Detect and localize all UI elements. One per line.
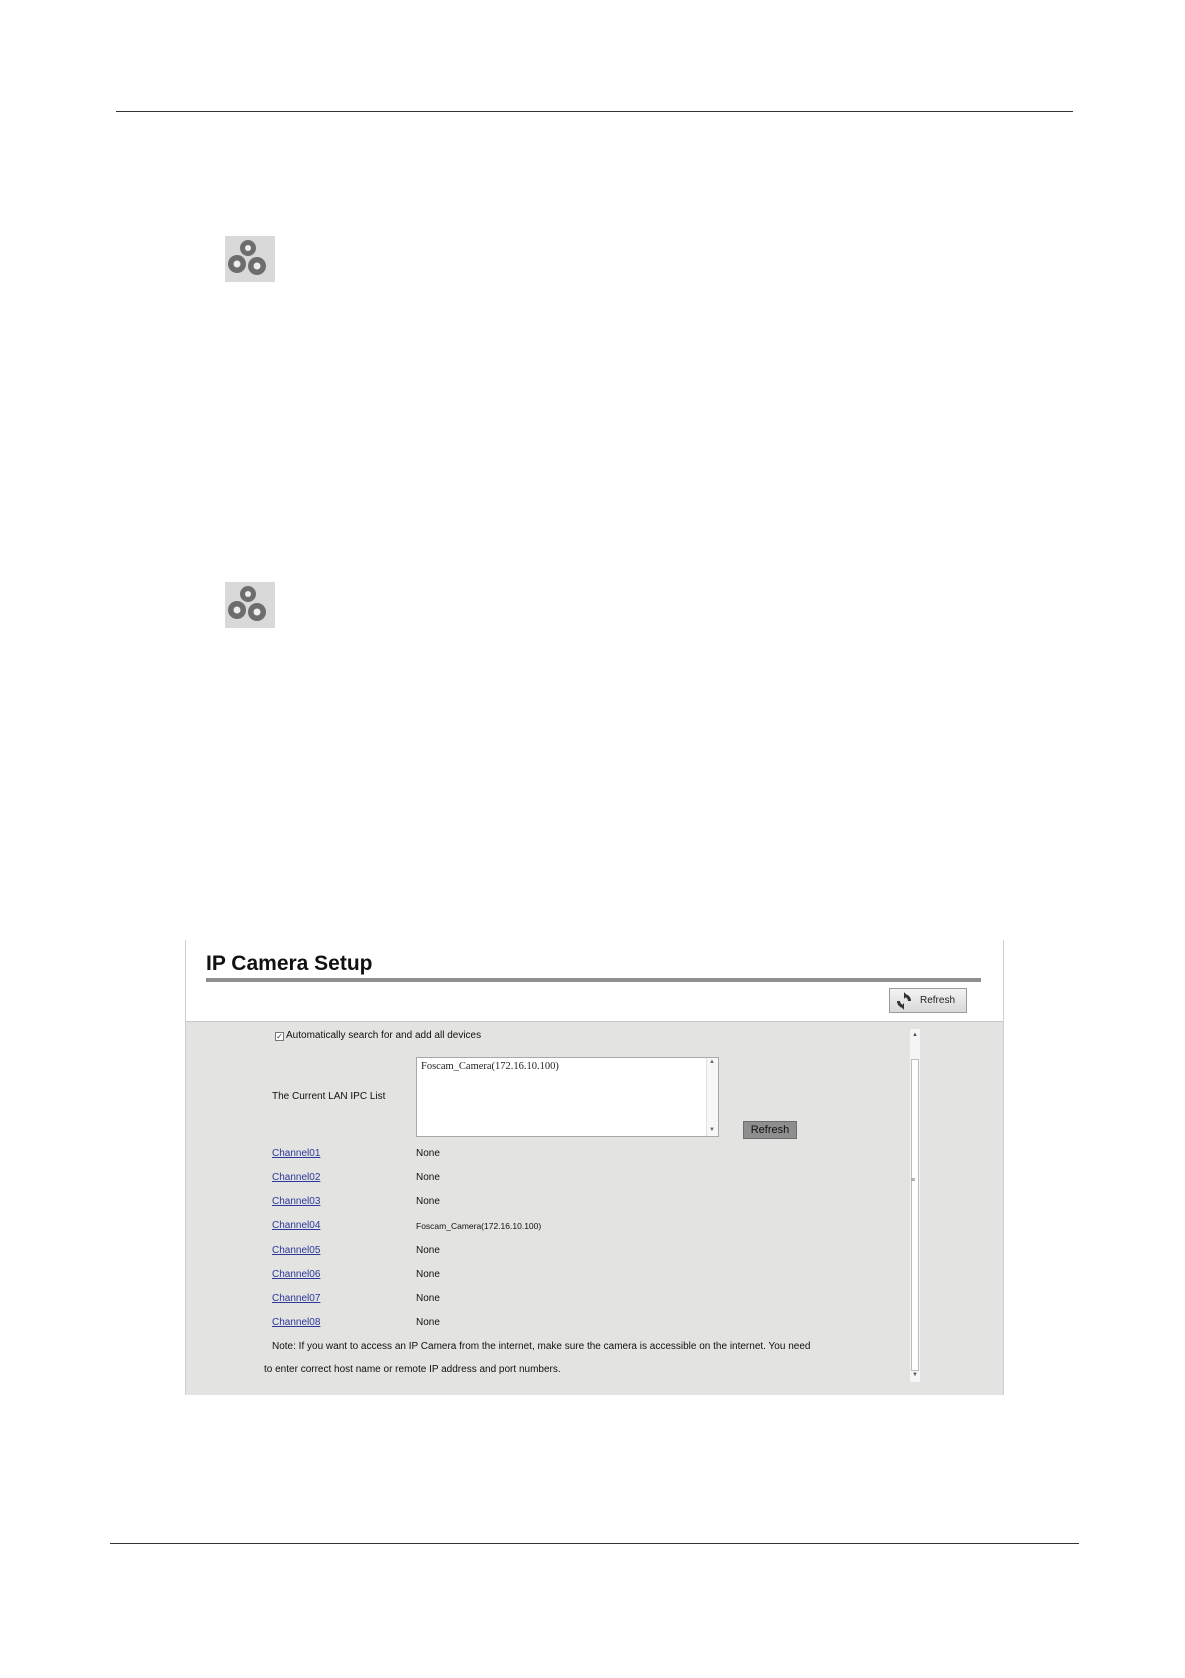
scrollbar-thumb[interactable]	[911, 1059, 919, 1371]
channel-value: None	[416, 1196, 440, 1207]
gear-icon	[225, 236, 275, 282]
channel-link[interactable]: Channel07	[272, 1293, 321, 1304]
panel-header	[186, 940, 1003, 1022]
channel-value: None	[416, 1245, 440, 1256]
scroll-down-icon[interactable]: ▼	[912, 1372, 918, 1378]
channel-value: None	[416, 1317, 440, 1328]
lan-list-label: The Current LAN IPC List	[272, 1091, 386, 1102]
list-item[interactable]: Foscam_Camera(172.16.10.100)	[421, 1061, 559, 1072]
scroll-up-icon[interactable]: ▲	[912, 1032, 918, 1038]
ip-camera-setup-panel	[185, 940, 1004, 1395]
channel-value: None	[416, 1293, 440, 1304]
refresh-button[interactable]	[889, 988, 967, 1013]
channel-link[interactable]: Channel06	[272, 1269, 321, 1280]
channel-link[interactable]: Channel04	[272, 1220, 321, 1231]
listbox-scrollbar[interactable]	[706, 1058, 718, 1136]
title-underline	[206, 978, 981, 982]
channel-value: None	[416, 1148, 440, 1159]
channel-link[interactable]: Channel05	[272, 1245, 321, 1256]
refresh-list-button[interactable]: Refresh	[743, 1121, 797, 1139]
auto-search-checkbox[interactable]: ✓	[276, 1032, 283, 1041]
header-rule	[116, 111, 1073, 112]
channel-value: Foscam_Camera(172.16.10.100)	[416, 1221, 542, 1231]
lan-ipc-listbox[interactable]	[416, 1057, 719, 1137]
footer-rule	[110, 1543, 1079, 1544]
refresh-button-label: Refresh	[920, 995, 956, 1006]
gear-icon	[225, 582, 275, 628]
scroll-up-icon[interactable]: ▲	[709, 1059, 715, 1065]
note-line-1: Note: If you want to access an IP Camera from the internet, make sure the camera is accessible on the internet. You need	[272, 1341, 811, 1352]
refresh-icon	[895, 992, 913, 1010]
auto-search-label: Automatically search for and add all devices	[286, 1030, 482, 1041]
note-line-2: to enter correct host name or remote IP address and port numbers.	[264, 1364, 561, 1375]
page-title: IP Camera Setup	[206, 952, 373, 975]
channel-value: None	[416, 1269, 440, 1280]
channel-link[interactable]: Channel03	[272, 1196, 321, 1207]
scroll-down-icon[interactable]: ▼	[709, 1127, 715, 1133]
scroll-grip-icon: ≡	[911, 1177, 916, 1184]
channel-link[interactable]: Channel08	[272, 1317, 321, 1328]
channel-value: None	[416, 1172, 440, 1183]
channel-link[interactable]: Channel01	[272, 1148, 321, 1159]
panel-scrollbar[interactable]	[910, 1029, 920, 1382]
channel-link[interactable]: Channel02	[272, 1172, 321, 1183]
